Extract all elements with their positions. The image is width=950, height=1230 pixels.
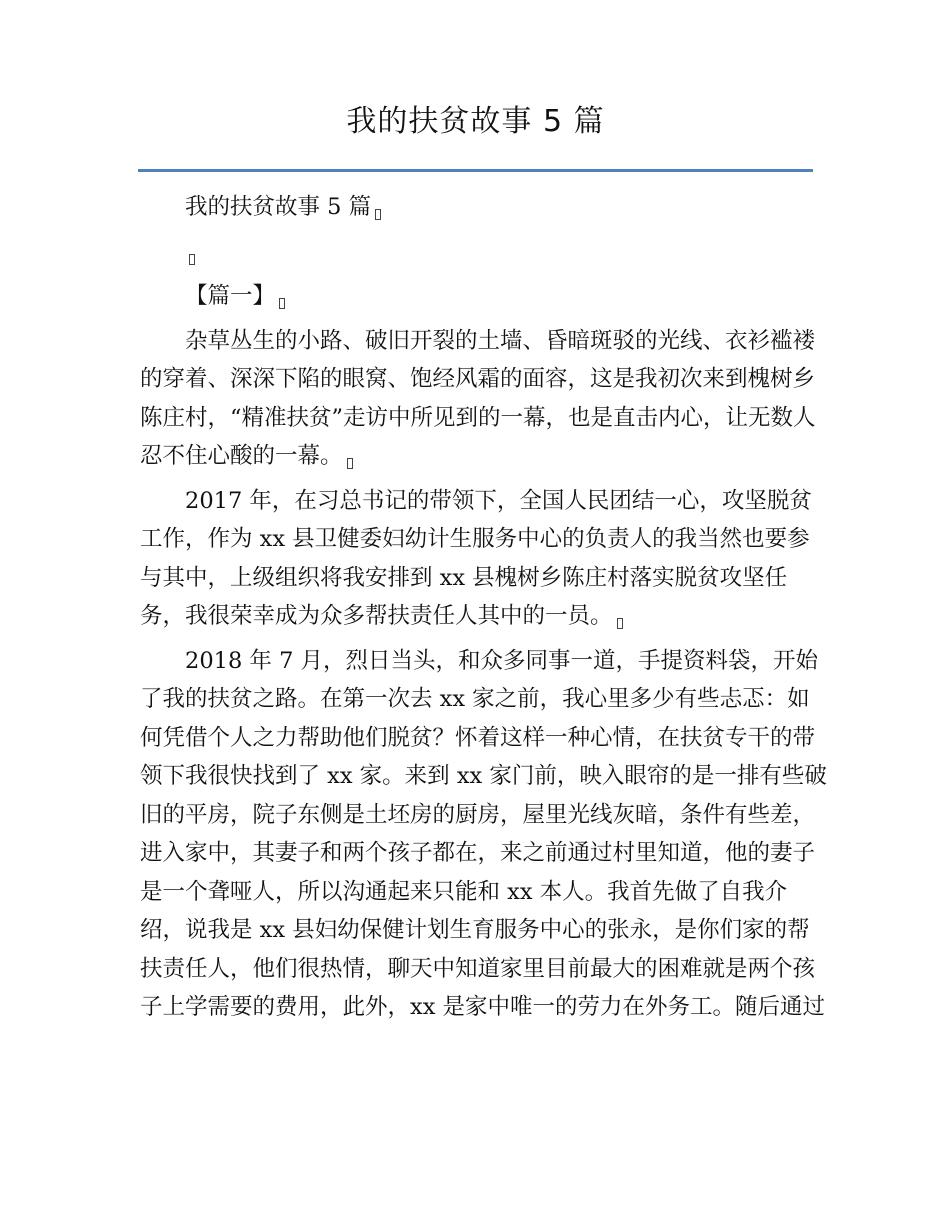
- paragraph-mark-icon: [375, 209, 381, 220]
- document-title: 我的扶贫故事 5 篇: [346, 104, 605, 139]
- title-underline: [138, 169, 813, 172]
- paragraph-body-1: 杂草丛生的小路、破旧开裂的土墙、昏暗斑驳的光线、衣衫褴褛的穿着、深深下陷的眼窝、饱经风霜的面容，这是我初次来到槐树乡陈庄村，“精准扶贫”走访中所见到的一幕，也是直击内心，让无数人忍不住心酸的一幕。: [140, 327, 816, 469]
- paragraph-section-heading: 【篇一】: [140, 277, 830, 316]
- paragraph-mark-icon: [347, 458, 353, 469]
- paragraph-subtitle: 我的扶贫故事 5 篇: [140, 188, 830, 227]
- paragraph-mark-icon: [279, 298, 285, 309]
- paragraph-body-2: 2017 年，在习总书记的带领下，全国人民团结一心，攻坚脱贫工作，作为 xx 县卫健委妇幼计生服务中心的负责人的我当然也要参与其中，上级组织将我安排到 xx 县槐树乡陈庄村落实脱贫攻坚任务，我很荣幸成为众多帮扶责任人其中的一员。: [140, 487, 812, 629]
- paragraph-body-3: 2018 年 7 月，烈日当头，和众多同事一道，手提资料袋，开始了我的扶贫之路。在第一次去 xx 家之前，我心里多少有些忐忑：如何凭借个人之力帮助他们脱贫？怀着这样一种心情，在扶贫专干的带领下我很快找到了 xx 家。来到 xx 家门前，映入眼帘的是一排有些破旧的平房，院子东侧是土坯房的厨房，屋里光线灰暗，条件有些差，进入家中，其妻子和两个孩子都在，来之前通过村里知道，他的妻子是一个聋哑人，所以沟通起来只能和 xx 本人。我首先做了自我介绍，说我是 xx 县妇幼保健计划生育服务中心的张永，是你们家的帮扶责任人，他们很热情，聊天中知道家里目前最大的困难就是两个孩子上学需要的费用，此外，xx 是家中唯一的劳力在外务工。随后通过: [140, 647, 827, 1020]
- paragraph-empty: [140, 233, 830, 272]
- document-body: [140, 188, 830, 1033]
- paragraph-mark-icon: [189, 254, 195, 265]
- paragraph-mark-icon: [617, 618, 623, 629]
